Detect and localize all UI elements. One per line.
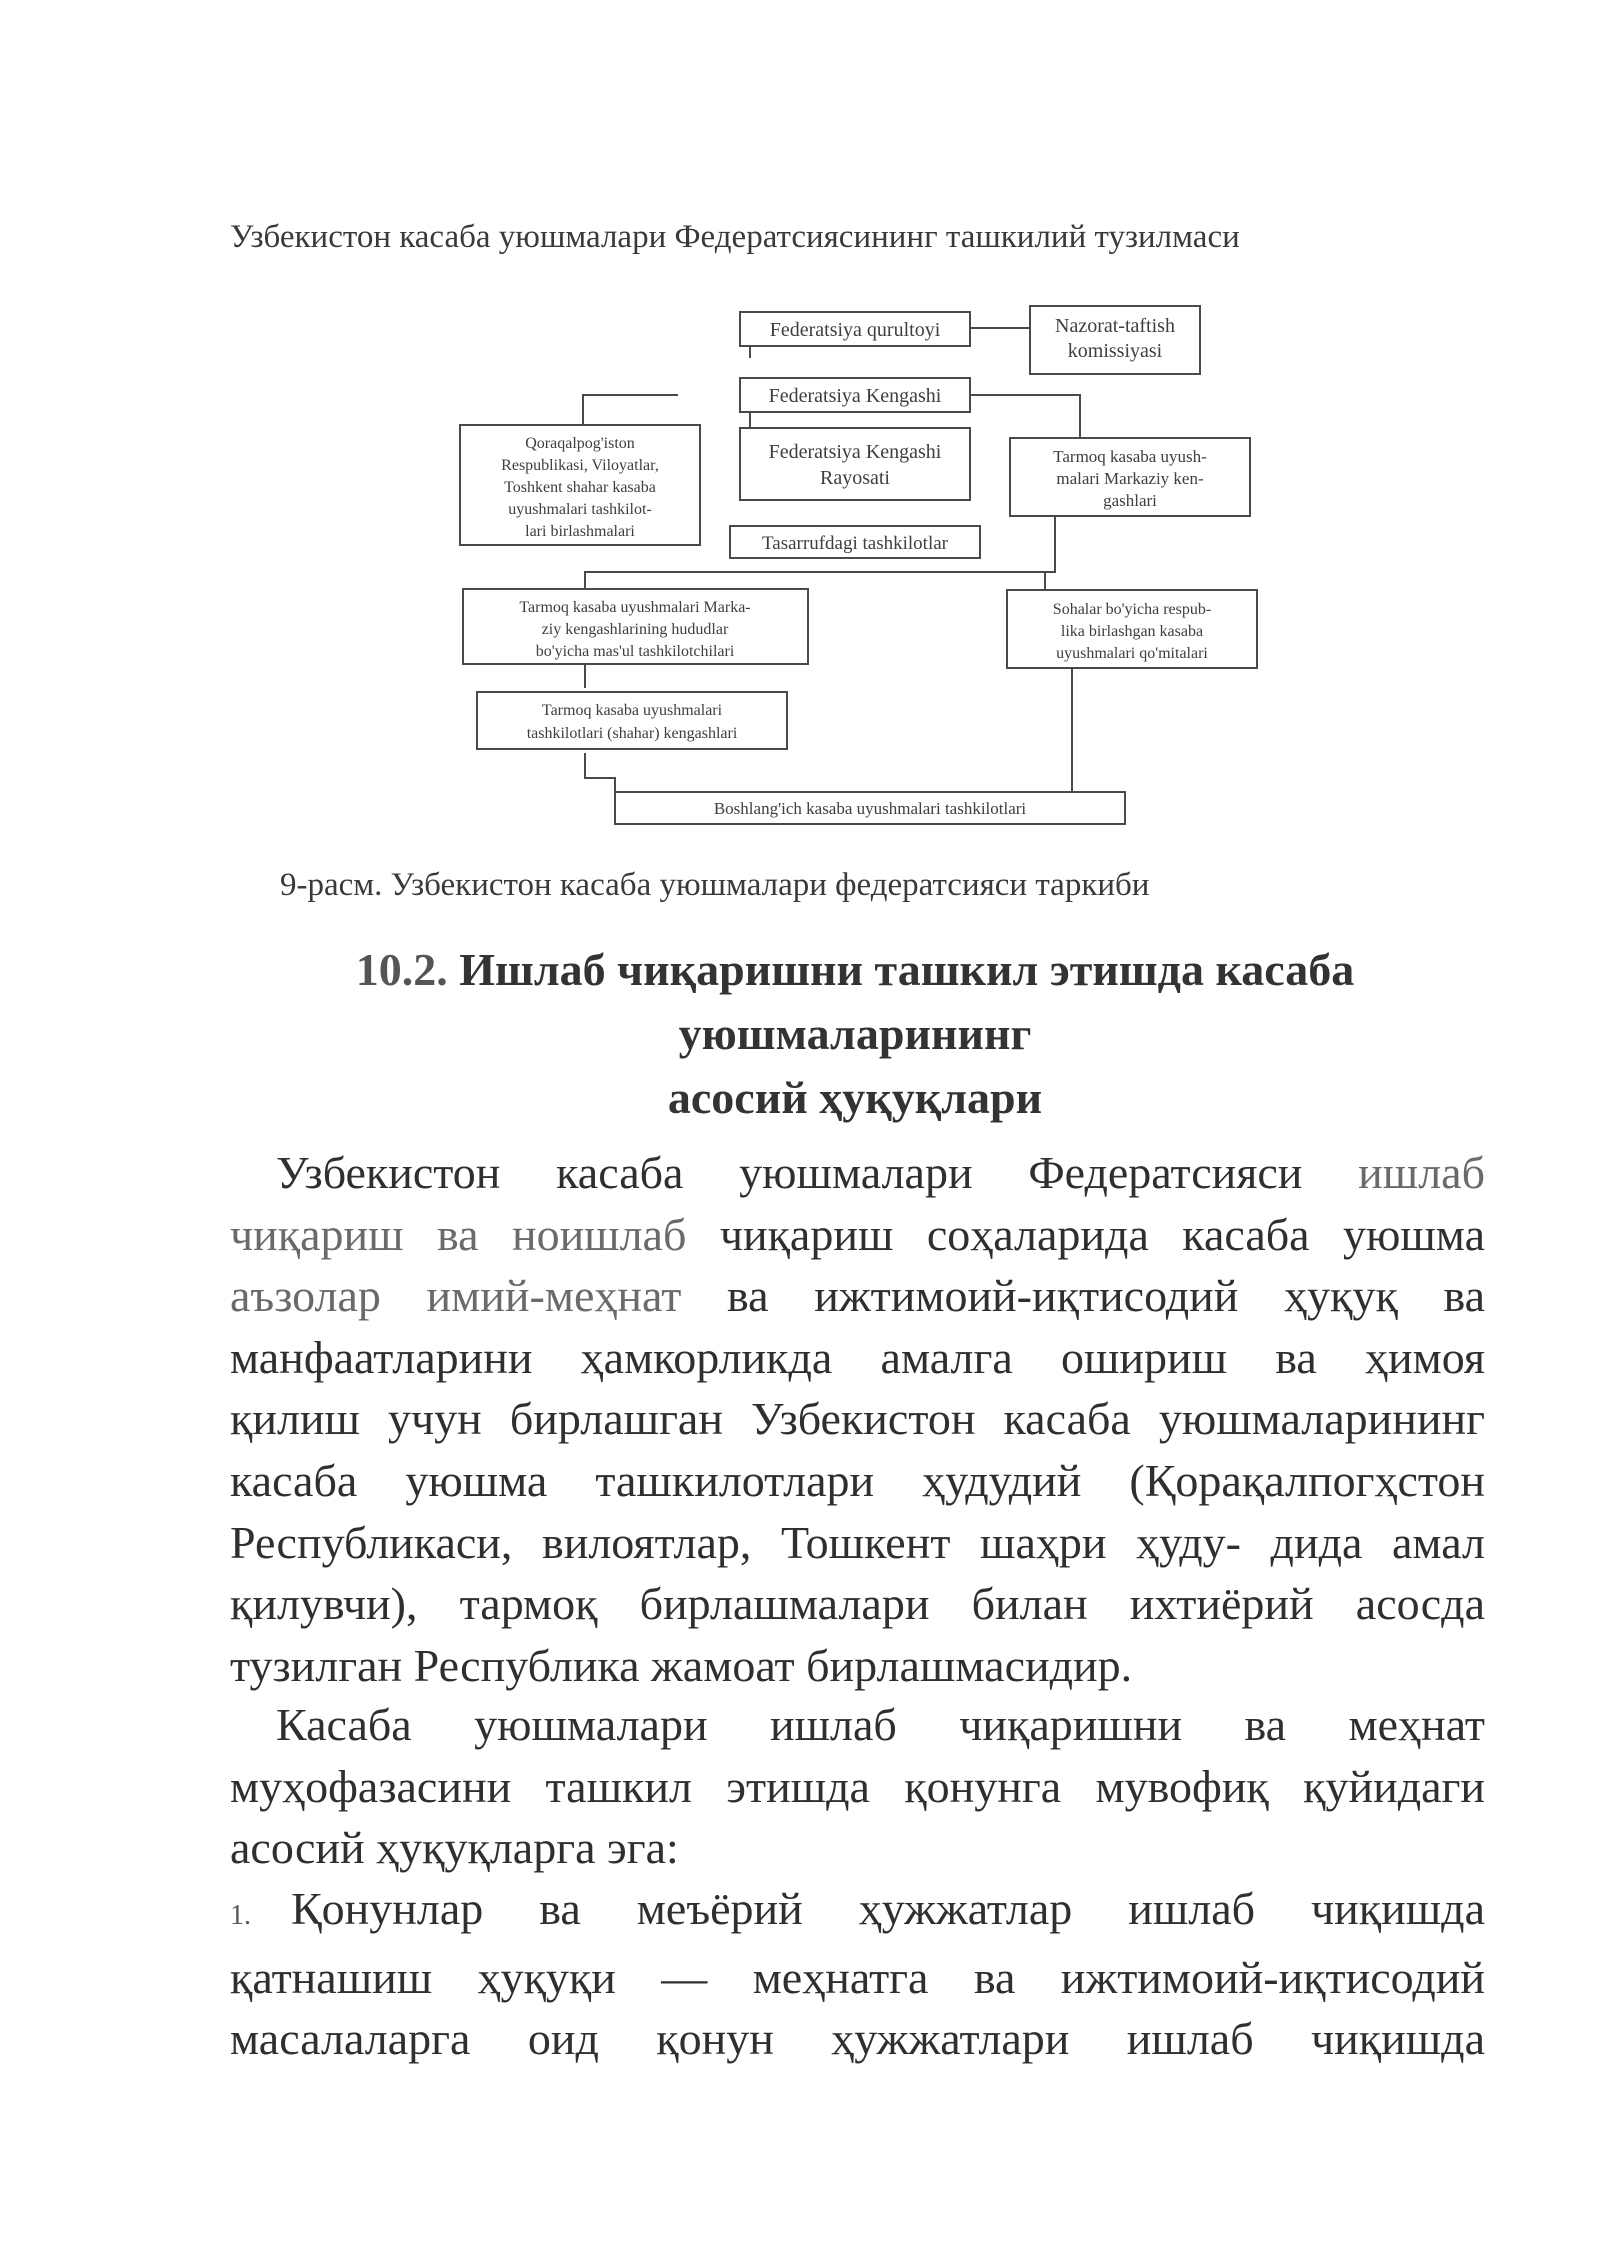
box-regions-text-2: Respublikasi, Viloyatlar, xyxy=(501,457,659,474)
paragraph-1 xyxy=(230,1142,1485,1696)
section-heading-line3: асосий ҳуқуқлари xyxy=(667,1072,1043,1123)
paragraph-1-line: қилиш учун бирлашган Узбекистон касаба уюшмаларининг xyxy=(230,1393,1485,1445)
box-boshlangich xyxy=(615,792,1125,824)
box-regions-text-5: lari birlashmalari xyxy=(525,523,635,540)
box-tarmoq-markaziy-text-2: malari Markaziy ken- xyxy=(1056,469,1204,488)
paragraph-2-line: Касаба уюшмалари ишлаб чиқаришни ва меҳнат xyxy=(276,1699,1485,1750)
section-number: 10.2. xyxy=(355,944,448,995)
section-heading-line1: Ишлаб чиқаришни ташкил этишда касаба xyxy=(459,944,1355,995)
section-heading-line2: уюшмаларининг xyxy=(678,1008,1032,1059)
box-regions-text-4: uyushmalari tashkilot- xyxy=(508,501,652,518)
paragraph-1-line: аъзолар имий-меҳнат ва ижтимоий-иқтисодий ҳуқуқ ва xyxy=(230,1270,1485,1322)
box-sohalar-text-1: Sohalar bo'yicha respub- xyxy=(1052,601,1212,618)
box-nazorat-text-1: Nazorat-taftish xyxy=(1055,315,1175,337)
box-tarmoq-markaziy-text-3: gashlari xyxy=(1103,491,1157,510)
figure-caption: 9-расм. Узбекистон касаба уюшмалари федератсияси таркиби xyxy=(280,867,1150,903)
box-tasarrufdagi-text: Tasarrufdagi tashkilotlar xyxy=(762,533,948,554)
list-item-1-line: масалаларга оид қонун ҳужжатлари ишлаб чиқишда xyxy=(230,2013,1485,2065)
box-nazorat-text-2: komissiyasi xyxy=(1067,340,1163,362)
list-item-1-line: 1. Қонунлар ва меъёрий ҳужжатлар ишлаб чиқишда xyxy=(230,1883,1485,1934)
paragraph-1-line: чиқариш ва ноишлаб чиқариш соҳаларида касаба уюшма xyxy=(230,1208,1486,1260)
box-shahar-text-1: Tarmoq kasaba uyushmalari xyxy=(541,702,723,719)
list-item-1-line: қатнашиш ҳуқуқи — меҳнатга ва ижтимоий-иқтисодий xyxy=(230,1951,1485,2003)
paragraph-1-line: Узбекистон касаба уюшмалари Федератсияси ишлаб xyxy=(276,1147,1485,1198)
org-structure-diagram xyxy=(455,300,1265,830)
box-regions-text-3: Toshkent shahar kasaba xyxy=(504,479,656,496)
box-tarmoq-markaziy xyxy=(1010,438,1250,516)
box-kengash-text: Federatsiya Kengashi xyxy=(768,385,942,407)
section-heading xyxy=(230,938,1480,1130)
box-hududiy-text-1: Tarmoq kasaba uyushmalari Marka- xyxy=(519,599,751,616)
box-sohalar-text-2: lika birlashgan kasaba xyxy=(1060,623,1204,640)
paragraph-1-line: касаба уюшма ташкилотлари ҳудудий (Қорақалпогҳстон xyxy=(230,1454,1485,1506)
box-qurultoy-text: Federatsiya qurultoyi xyxy=(769,319,941,341)
box-kengash xyxy=(740,378,970,412)
box-qurultoy xyxy=(740,312,970,346)
paragraph-1-line: қилувчи), тармоқ бирлашмалари билан ихтиёрий асосда xyxy=(230,1578,1485,1630)
paragraph-1-line: Республикаси, вилоятлар, Тошкент шаҳри ҳуду- дида амал xyxy=(230,1516,1485,1568)
box-tasarrufdagi xyxy=(730,526,980,558)
box-rayosat-text-1: Federatsiya Kengashi xyxy=(768,441,942,463)
box-nazorat xyxy=(1030,306,1200,374)
org-chart-svg xyxy=(455,300,1265,830)
box-sohalar xyxy=(1007,590,1257,668)
box-rayosat xyxy=(740,428,970,500)
page-title: Узбекистон касаба уюшмалари Федератсиясининг ташкилий тузилмаси xyxy=(230,219,1240,255)
paragraph-1-line: манфаатларини ҳамкорликда амалга ошириш ва ҳимоя xyxy=(230,1331,1485,1383)
box-boshlangich-text: Boshlang'ich kasaba uyushmalari tashkilotlari xyxy=(713,799,1027,818)
box-shahar xyxy=(477,692,787,749)
box-sohalar-text-3: uyushmalari qo'mitalari xyxy=(1056,645,1208,662)
box-hududiy-text-3: bo'yicha mas'ul tashkilotchilari xyxy=(535,643,735,660)
box-hududiy xyxy=(463,589,808,664)
list-item-1 xyxy=(230,1878,1485,2070)
paragraph-2-line: муҳофазасини ташкил этишда қонунга мувофиқ қуйидаги xyxy=(230,1760,1485,1812)
box-regions-text-1: Qoraqalpog'iston xyxy=(525,435,635,452)
box-hududiy-text-2: ziy kengashlarining hududlar xyxy=(541,621,729,638)
box-tarmoq-markaziy-text-1: Tarmoq kasaba uyush- xyxy=(1053,447,1207,466)
box-rayosat-text-2: Rayosati xyxy=(820,467,890,489)
paragraph-2-line: асосий ҳуқуқларга эга: xyxy=(230,1822,679,1874)
paragraph-2 xyxy=(230,1694,1485,1879)
paragraph-1-line: тузилган Республика жамоат бирлашмасидир. xyxy=(230,1639,1133,1691)
list-item-number: 1. xyxy=(230,1900,251,1931)
box-shahar-text-2: tashkilotlari (shahar) kengashlari xyxy=(526,725,738,742)
box-regions xyxy=(460,425,700,545)
